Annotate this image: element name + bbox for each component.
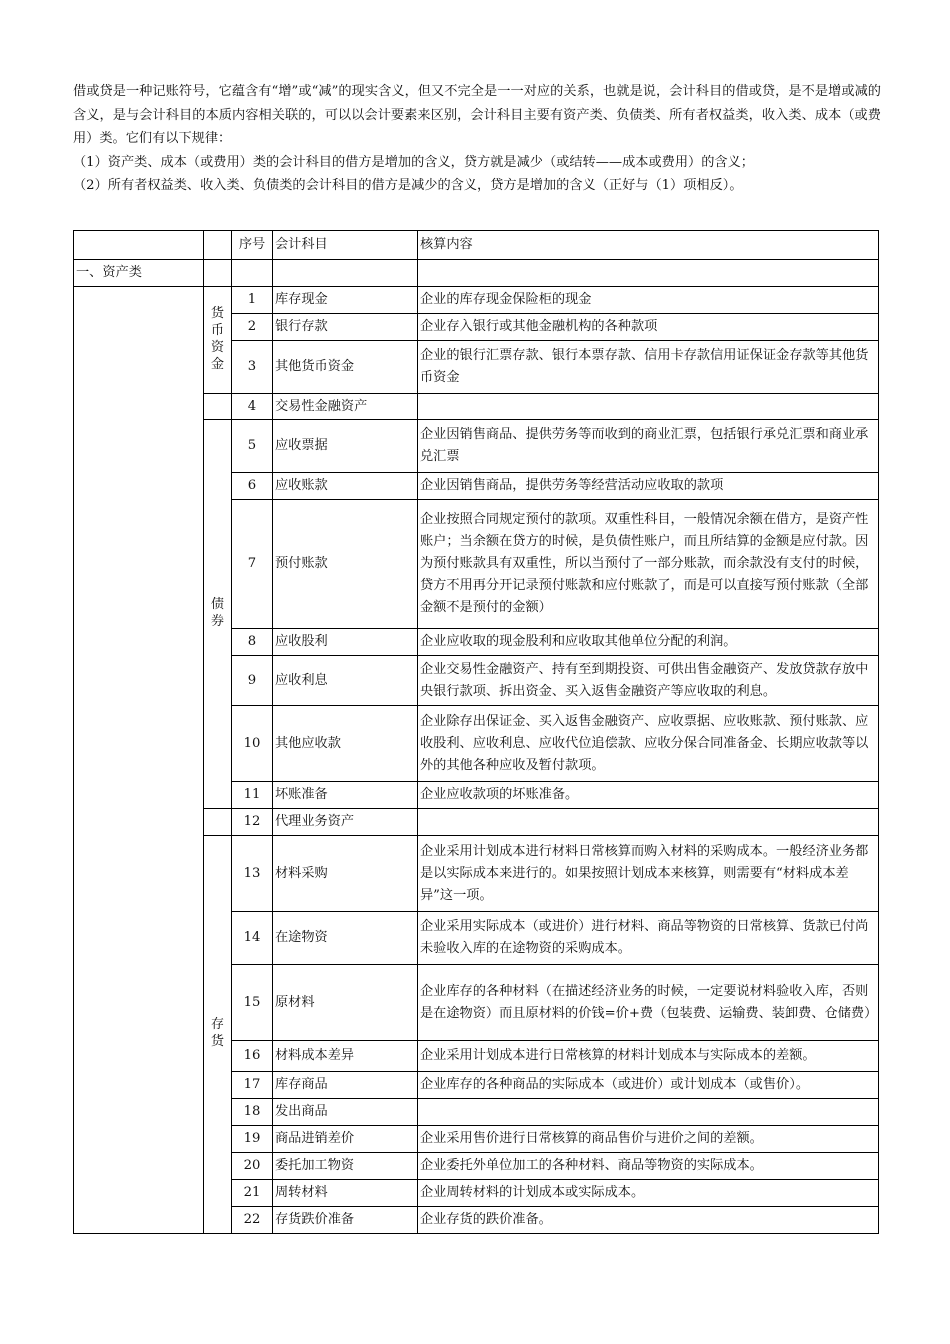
table-row: 15 原材料 企业库存的各种材料（在描述经济业务的时候，一定要说材料验收入库，否则是在途物资）而且原材料的价钱=价+费（包装费、运输费、装卸费、仓储费） <box>74 965 879 1041</box>
table-row: 14 在途物资 企业采用实际成本（或进价）进行材料、商品等物资的日常核算、货款已付尚未验收入库的在途物资的采购成本。 <box>74 912 879 965</box>
table-row: 9 应收利息 企业交易性金融资产、持有至到期投资、可供出售金融资产、发放贷款存放中央银行款项、拆出资金、买入返售金融资产等应收取的利息。 <box>74 656 879 706</box>
intro-text <box>73 80 881 198</box>
rule-1: （1）资产类、成本（或费用）类的会计科目的借方是增加的含义，贷方就是减少（或结转——成本或费用）的含义； <box>73 154 754 170</box>
table-row: 12 代理业务资产 <box>74 809 879 836</box>
intro-paragraph: 借或贷是一种记账符号，它蕴含有“增”或“减”的现实含义，但又不完全是一一对应的关系，也就是说，会计科目的借或贷，是不是增或减的含义，是与会计科目的本质内容相关联的，可以以会计要素来区别，会计科目主要有资产类、负债类、所有者权益类，收入类、成本（或费用）类。它们有以下规律： <box>73 84 881 146</box>
group-bonds: 债券 <box>204 420 232 809</box>
table-row: 7 预付账款 企业按照合同规定预付的款项。双重性科目，一般情况余额在借方，是资产性账户；当余额在贷方的时候，是负债性账户，而且所结算的金额是应付款。因为预付账款具有双重性，所以当预付了一部分账款，而余款没有支付的时候，贷方不用再分开记录预付账款和应付账款了，而是可以直接写预付账款（全部金额不是预付的金额） <box>74 500 879 629</box>
table-row: 8 应收股利 企业应收取的现金股利和应收取其他单位分配的利润。 <box>74 629 879 656</box>
table-row: 10 其他应收款 企业除存出保证金、买入返售金融资产、应收票据、应收账款、预付账款、应收股利、应收利息、应收代位追偿款、应收分保合同准备金、长期应收款等以外的其他各种应收及暂付款项。 <box>74 706 879 782</box>
table-row: 货币资金 1 库存现金 企业的库存现金保险柜的现金 <box>74 287 879 314</box>
section-title: 一、资产类 <box>74 260 204 287</box>
table-row: 债券 5 应收票据 企业因销售商品、提供劳务等而收到的商业汇票，包括银行承兑汇票和商业承兑汇票 <box>74 420 879 473</box>
table-row: 2 银行存款 企业存入银行或其他金融机构的各种款项 <box>74 314 879 341</box>
table-row: 22 存货跌价准备 企业存货的跌价准备。 <box>74 1207 879 1234</box>
table-row: 17 库存商品 企业库存的各种商品的实际成本（或进价）或计划成本（或售价）。 <box>74 1072 879 1099</box>
header-content: 核算内容 <box>418 231 879 260</box>
header-row <box>74 231 879 260</box>
section-row <box>74 260 879 287</box>
rule-2: （2）所有者权益类、收入类、负债类的会计科目的借方是减少的含义，贷方是增加的含义（正好与（1）项相反）。 <box>73 178 743 193</box>
accounts-table <box>73 230 879 1234</box>
header-seq: 序号 <box>232 231 273 260</box>
group-cash: 货币资金 <box>204 287 232 394</box>
header-subject: 会计科目 <box>273 231 418 260</box>
table-row: 4 交易性金融资产 <box>74 394 879 420</box>
group-inventory: 存货 <box>204 836 232 1234</box>
table-row: 20 委托加工物资 企业委托外单位加工的各种材料、商品等物资的实际成本。 <box>74 1153 879 1180</box>
table-row: 3 其他货币资金 企业的银行汇票存款、银行本票存款、信用卡存款信用证保证金存款等其他货币资金 <box>74 341 879 394</box>
table-row: 21 周转材料 企业周转材料的计划成本或实际成本。 <box>74 1180 879 1207</box>
table-row: 19 商品进销差价 企业采用售价进行日常核算的商品售价与进价之间的差额。 <box>74 1126 879 1153</box>
table-row: 存货 13 材料采购 企业采用计划成本进行材料日常核算而购入材料的采购成本。一般经济业务都是以实际成本来进行的。如果按照计划成本来核算，则需要有“材料成本差异”这一项。 <box>74 836 879 912</box>
table-row: 18 发出商品 <box>74 1099 879 1126</box>
table-row: 6 应收账款 企业因销售商品，提供劳务等经营活动应收取的款项 <box>74 473 879 500</box>
table-row: 16 材料成本差异 企业采用计划成本进行日常核算的材料计划成本与实际成本的差额。 <box>74 1041 879 1072</box>
table-row: 11 坏账准备 企业应收款项的坏账准备。 <box>74 782 879 809</box>
